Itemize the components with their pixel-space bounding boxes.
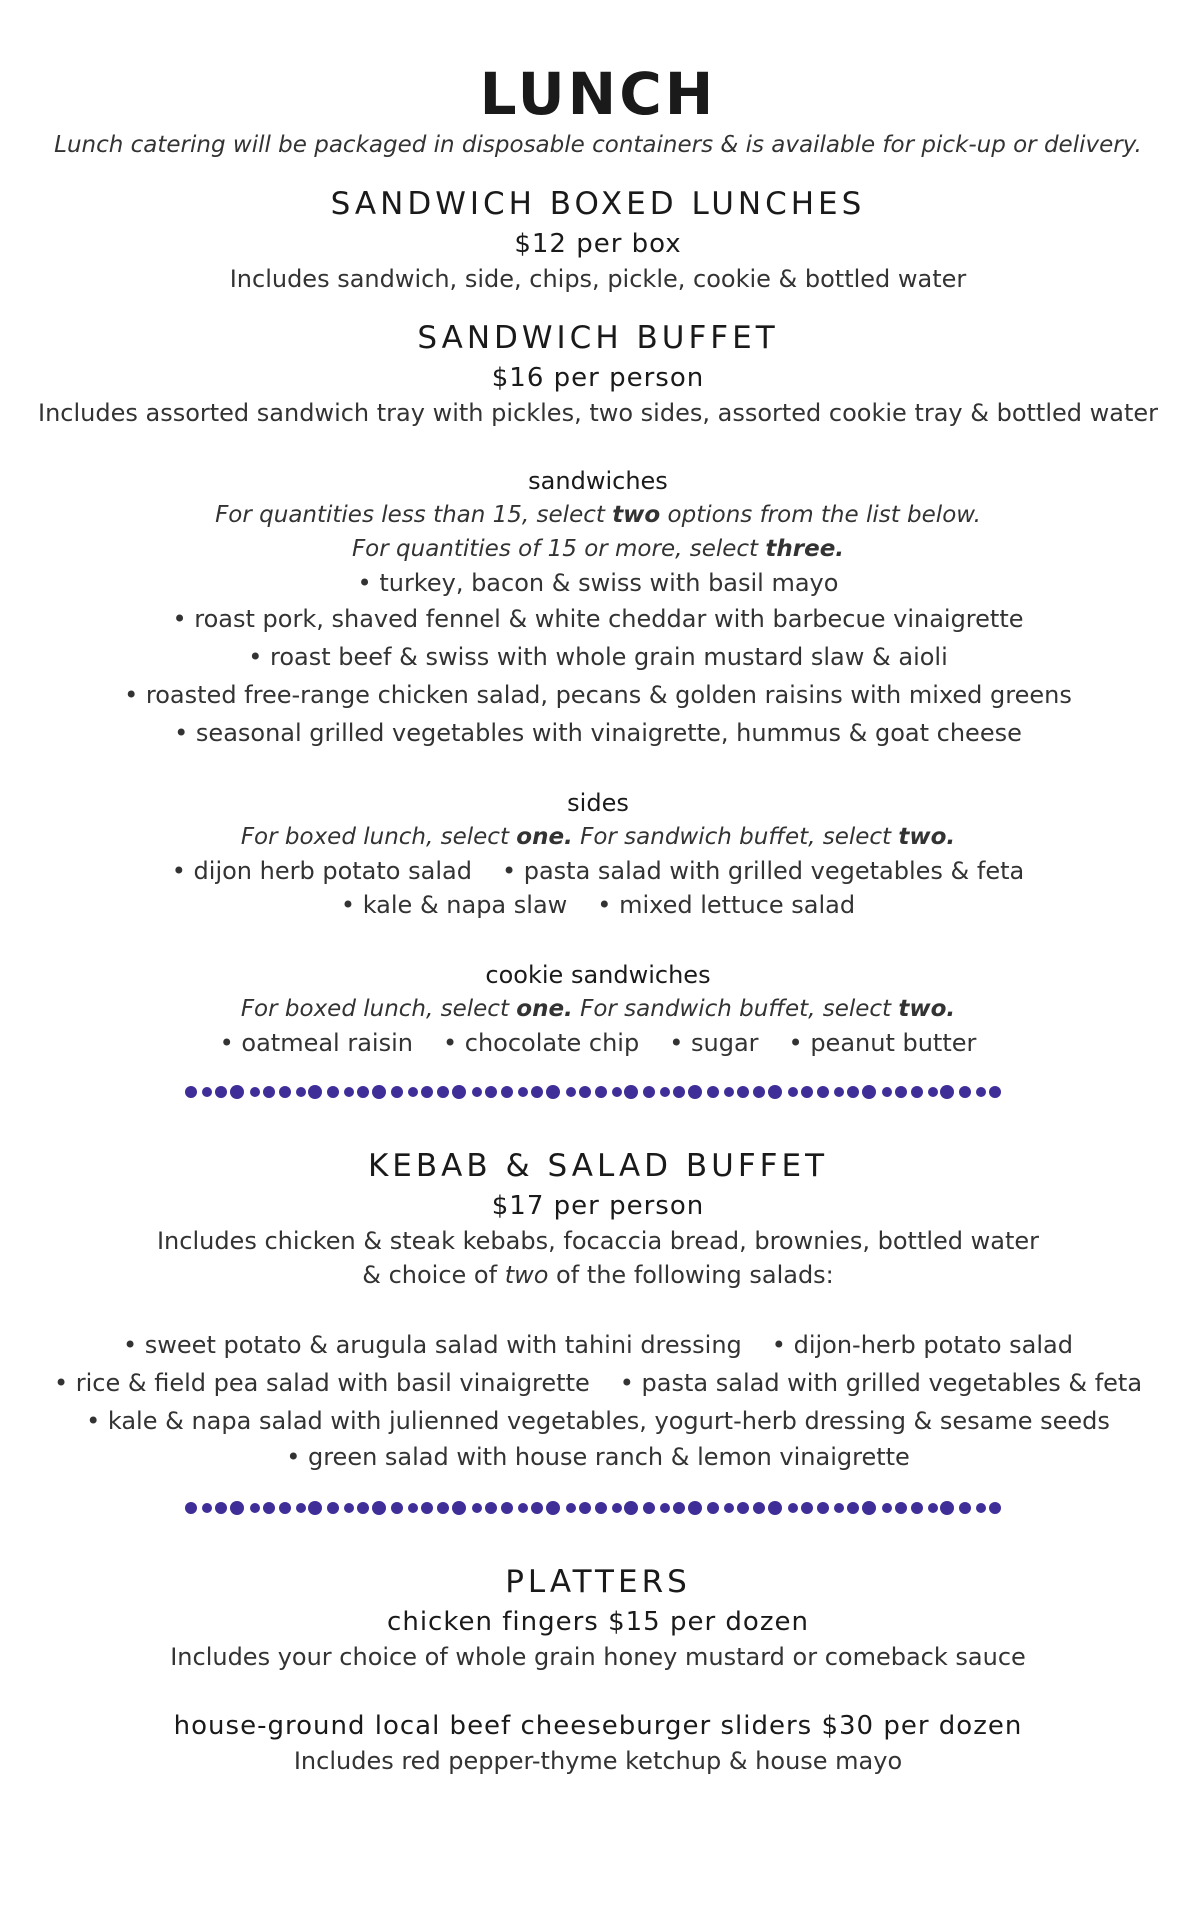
divider-dot bbox=[612, 1087, 622, 1097]
divider-dot bbox=[263, 1086, 275, 1098]
sandwiches-note-1: For quantities less than 15, select two options from the list below. bbox=[215, 502, 981, 528]
divider-dot bbox=[408, 1087, 418, 1097]
divider-dot bbox=[928, 1503, 938, 1513]
page-title: LUNCH bbox=[479, 60, 717, 128]
boxed-lunch-price: $12 per box bbox=[514, 229, 682, 259]
divider-dot bbox=[579, 1502, 591, 1514]
kebab-section bbox=[0, 1146, 1196, 1292]
platter-item-title: chicken fingers $15 per dozen bbox=[387, 1607, 809, 1637]
divider-dot bbox=[673, 1502, 685, 1514]
kebab-price: $17 per person bbox=[491, 1191, 705, 1221]
sides-row bbox=[0, 854, 1196, 888]
divider-dot bbox=[737, 1086, 749, 1098]
divider-dot bbox=[643, 1502, 655, 1514]
divider-dot bbox=[485, 1086, 497, 1098]
sides-heading: sides bbox=[567, 789, 629, 817]
divider-dot bbox=[959, 1502, 971, 1514]
divider-dot bbox=[595, 1502, 607, 1514]
list-item: • turkey, bacon & swiss with basil mayo bbox=[357, 569, 839, 597]
divider-dot bbox=[566, 1087, 576, 1097]
list-item: • roast beef & swiss with whole grain mustard slaw & aioli bbox=[248, 643, 948, 671]
cookies-section bbox=[0, 958, 1196, 1060]
divider-dot bbox=[472, 1503, 482, 1513]
list-item: • green salad with house ranch & lemon vinaigrette bbox=[286, 1443, 910, 1471]
salads-row bbox=[0, 1402, 1196, 1440]
boxed-lunch-title: SANDWICH BOXED LUNCHES bbox=[330, 186, 866, 222]
divider-dot bbox=[344, 1087, 354, 1097]
divider-dot bbox=[202, 1087, 212, 1097]
divider-dot bbox=[882, 1087, 892, 1097]
divider-dot bbox=[788, 1503, 798, 1513]
divider-dot bbox=[344, 1503, 354, 1513]
divider-dot bbox=[737, 1502, 749, 1514]
salads-list bbox=[0, 1326, 1196, 1474]
divider-dot bbox=[215, 1502, 227, 1514]
sandwich-buffet-price: $16 per person bbox=[491, 363, 705, 393]
divider-dot bbox=[660, 1087, 670, 1097]
divider-dot bbox=[724, 1503, 734, 1513]
sandwich-buffet-title: SANDWICH BUFFET bbox=[417, 320, 779, 356]
list-item: • sugar bbox=[669, 1029, 759, 1057]
divider-dot bbox=[847, 1502, 859, 1514]
divider-dot bbox=[788, 1087, 798, 1097]
divider-dot bbox=[976, 1087, 986, 1097]
divider-dot bbox=[357, 1086, 369, 1098]
divider-dot bbox=[421, 1086, 433, 1098]
divider-dot bbox=[391, 1086, 403, 1098]
salads-row bbox=[0, 1364, 1196, 1402]
divider-dot bbox=[546, 1085, 560, 1099]
list-item: • rice & field pea salad with basil vinaigrette bbox=[53, 1369, 590, 1397]
divider-dot bbox=[279, 1086, 291, 1098]
divider-dot bbox=[768, 1501, 782, 1515]
divider-dot bbox=[707, 1502, 719, 1514]
sandwiches-section bbox=[0, 464, 1196, 752]
divider-dot bbox=[895, 1086, 907, 1098]
kebab-desc-2: & choice of two of the following salads: bbox=[362, 1261, 834, 1289]
divider-dot bbox=[928, 1087, 938, 1097]
list-item: • sweet potato & arugula salad with tahini dressing bbox=[123, 1331, 742, 1359]
boxed-lunch-desc: Includes sandwich, side, chips, pickle, cookie & bottled water bbox=[229, 265, 967, 293]
divider-dot bbox=[753, 1502, 765, 1514]
platters-section bbox=[0, 1562, 1196, 1778]
divider-dot bbox=[862, 1085, 876, 1099]
cookies-note: For boxed lunch, select one. For sandwich buffet, select two. bbox=[240, 996, 956, 1022]
divider-dot bbox=[911, 1502, 923, 1514]
divider-dot bbox=[296, 1087, 306, 1097]
list-item: • roast pork, shaved fennel & white cheddar with barbecue vinaigrette bbox=[172, 605, 1024, 633]
divider-dot bbox=[452, 1501, 466, 1515]
divider-dot bbox=[801, 1086, 813, 1098]
sandwich-buffet-desc: Includes assorted sandwich tray with pickles, two sides, assorted cookie tray & bottled water bbox=[37, 399, 1159, 427]
divider-dot bbox=[421, 1502, 433, 1514]
divider-dot bbox=[327, 1502, 339, 1514]
list-item: • pasta salad with grilled vegetables & feta bbox=[619, 1369, 1143, 1397]
list-item: • kale & napa slaw bbox=[340, 891, 568, 919]
dotted-divider bbox=[183, 1082, 1013, 1102]
divider-dot bbox=[250, 1087, 260, 1097]
divider-dot bbox=[472, 1087, 482, 1097]
divider-dot bbox=[185, 1502, 197, 1514]
sides-section bbox=[0, 786, 1196, 922]
divider-dot bbox=[230, 1501, 244, 1515]
divider-dot bbox=[989, 1502, 1001, 1514]
divider-dot bbox=[579, 1086, 591, 1098]
divider-dot bbox=[911, 1086, 923, 1098]
list-item: • oatmeal raisin bbox=[219, 1029, 413, 1057]
sandwiches-note-2: For quantities of 15 or more, select three. bbox=[351, 536, 845, 562]
platter-item-desc: Includes your choice of whole grain honey mustard or comeback sauce bbox=[170, 1643, 1026, 1671]
divider-dot bbox=[202, 1503, 212, 1513]
divider-dot bbox=[308, 1085, 322, 1099]
list-item: • dijon-herb potato salad bbox=[771, 1331, 1073, 1359]
divider-dot bbox=[660, 1503, 670, 1513]
divider-dot bbox=[817, 1502, 829, 1514]
divider-dot bbox=[959, 1086, 971, 1098]
divider-dot bbox=[801, 1502, 813, 1514]
list-item: • chocolate chip bbox=[442, 1029, 640, 1057]
list-item: • dijon herb potato salad bbox=[171, 857, 472, 885]
boxed-lunch-section bbox=[0, 184, 1196, 296]
divider-dot bbox=[531, 1502, 543, 1514]
divider-dot bbox=[673, 1086, 685, 1098]
divider-dot bbox=[531, 1086, 543, 1098]
kebab-title: KEBAB & SALAD BUFFET bbox=[367, 1148, 829, 1184]
divider-dot bbox=[279, 1502, 291, 1514]
salads-row bbox=[0, 1440, 1196, 1474]
divider-dot bbox=[357, 1502, 369, 1514]
divider-dot bbox=[566, 1503, 576, 1513]
platter-item-title: house-ground local beef cheeseburger sliders $30 per dozen bbox=[173, 1711, 1023, 1741]
divider-dot bbox=[882, 1503, 892, 1513]
salads-row bbox=[0, 1326, 1196, 1364]
divider-dot bbox=[753, 1086, 765, 1098]
divider-dot bbox=[862, 1501, 876, 1515]
divider-dot bbox=[895, 1502, 907, 1514]
sides-row bbox=[0, 888, 1196, 922]
list-item: • pasta salad with grilled vegetables & feta bbox=[501, 857, 1025, 885]
divider-dot bbox=[595, 1086, 607, 1098]
divider-dot bbox=[847, 1086, 859, 1098]
divider-dot bbox=[624, 1085, 638, 1099]
divider-dot bbox=[834, 1087, 844, 1097]
divider-dot bbox=[612, 1503, 622, 1513]
divider-dot bbox=[768, 1085, 782, 1099]
cookies-heading: cookie sandwiches bbox=[485, 961, 711, 989]
divider-dot bbox=[624, 1501, 638, 1515]
divider-dot bbox=[643, 1086, 655, 1098]
divider-dot bbox=[185, 1086, 197, 1098]
divider-dot bbox=[518, 1087, 528, 1097]
divider-dot bbox=[296, 1503, 306, 1513]
divider-dot bbox=[940, 1085, 954, 1099]
list-item: • mixed lettuce salad bbox=[597, 891, 856, 919]
divider-dot bbox=[408, 1503, 418, 1513]
divider-dot bbox=[372, 1085, 386, 1099]
divider-dot bbox=[391, 1502, 403, 1514]
cookies-row bbox=[0, 1026, 1196, 1060]
divider-dot bbox=[976, 1503, 986, 1513]
divider-dot bbox=[452, 1085, 466, 1099]
divider-dot bbox=[989, 1086, 1001, 1098]
divider-dot bbox=[263, 1502, 275, 1514]
list-item: • roasted free-range chicken salad, pecans & golden raisins with mixed greens bbox=[124, 681, 1072, 709]
divider-dot bbox=[327, 1086, 339, 1098]
divider-dot bbox=[437, 1502, 449, 1514]
divider-dot bbox=[817, 1086, 829, 1098]
divider-dot bbox=[546, 1501, 560, 1515]
divider-dot bbox=[707, 1086, 719, 1098]
list-item: • kale & napa salad with julienned vegetables, yogurt-herb dressing & sesame seeds bbox=[86, 1407, 1110, 1435]
divider-dot bbox=[215, 1086, 227, 1098]
divider-dot bbox=[724, 1087, 734, 1097]
intro-text: Lunch catering will be packaged in disposable containers & is available for pick-up or delivery. bbox=[54, 132, 1142, 158]
platter-item-desc: Includes red pepper-thyme ketchup & house mayo bbox=[293, 1747, 903, 1775]
list-item: • peanut butter bbox=[788, 1029, 977, 1057]
divider-dot bbox=[250, 1503, 260, 1513]
list-item: • seasonal grilled vegetables with vinaigrette, hummus & goat cheese bbox=[174, 719, 1022, 747]
divider-dot bbox=[485, 1502, 497, 1514]
sides-note: For boxed lunch, select one. For sandwich buffet, select two. bbox=[240, 824, 956, 850]
dotted-divider bbox=[183, 1498, 1013, 1518]
divider-dot bbox=[308, 1501, 322, 1515]
divider-dot bbox=[940, 1501, 954, 1515]
sandwich-buffet-section bbox=[0, 318, 1196, 430]
divider-dot bbox=[518, 1503, 528, 1513]
divider-dot bbox=[834, 1503, 844, 1513]
divider-dot bbox=[372, 1501, 386, 1515]
kebab-desc-1: Includes chicken & steak kebabs, focaccia bread, brownies, bottled water bbox=[156, 1227, 1040, 1255]
divider-dot bbox=[437, 1086, 449, 1098]
divider-dot bbox=[501, 1502, 513, 1514]
divider-dot bbox=[688, 1085, 702, 1099]
divider-dot bbox=[688, 1501, 702, 1515]
platters-title: PLATTERS bbox=[505, 1564, 691, 1600]
divider-dot bbox=[501, 1086, 513, 1098]
divider-dot bbox=[230, 1085, 244, 1099]
sandwiches-heading: sandwiches bbox=[528, 467, 668, 495]
